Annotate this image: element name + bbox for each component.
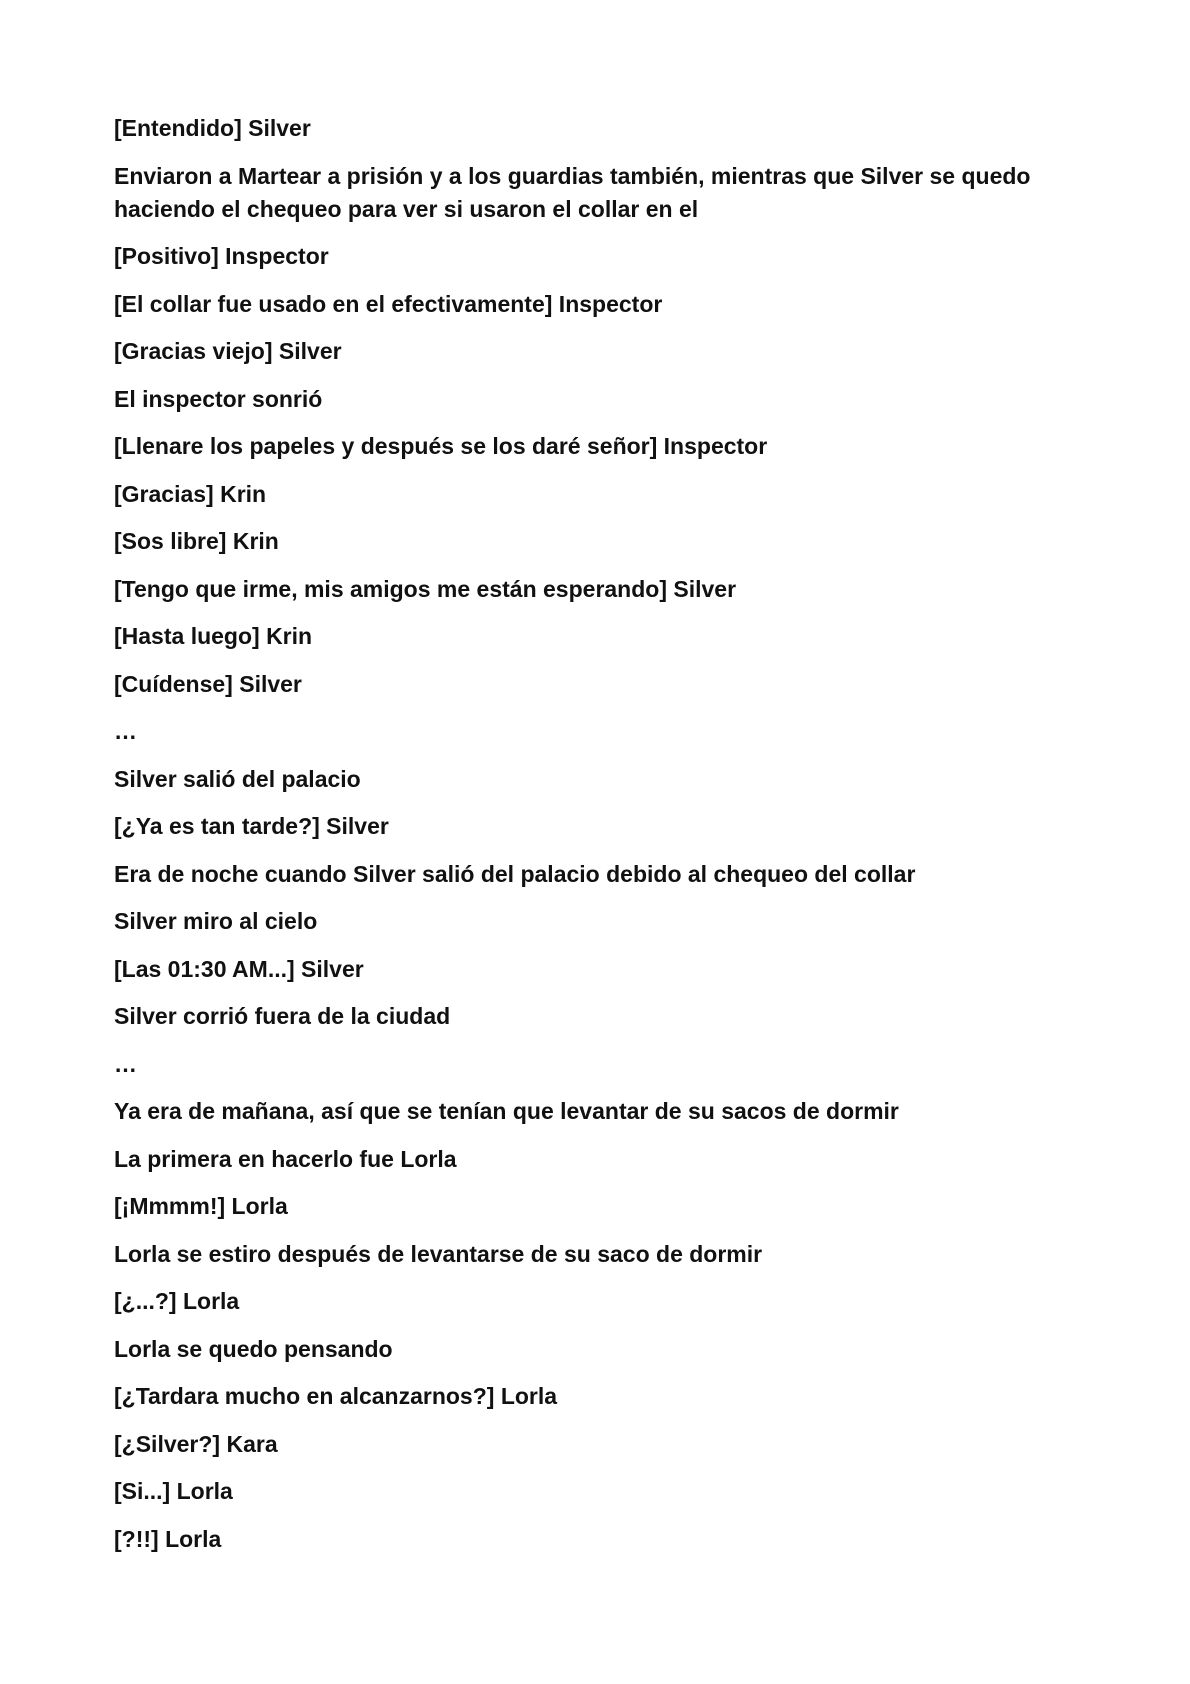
paragraph: [¿Ya es tan tarde?] Silver — [114, 813, 389, 839]
paragraph: Era de noche cuando Silver salió del palacio debido al chequeo del collar — [114, 860, 916, 887]
paragraph: [¿Tardara mucho en alcanzarnos?] Lorla — [114, 1383, 558, 1409]
paragraph: La primera en hacerlo fue Lorla — [114, 1145, 457, 1172]
paragraph: [¿...?] Lorla — [114, 1288, 240, 1314]
paragraph: Silver miro al cielo — [114, 908, 318, 934]
paragraph: Enviaron a Martear a prisión y a los guardias también, mientras que Silver se quedo haciendo el chequeo para ver si usaron el collar en el — [114, 162, 1031, 222]
document-body — [114, 112, 1074, 1570]
paragraph: [Sos libre] Krin — [114, 528, 279, 554]
paragraph: Lorla se estiro después de levantarse de su saco de dormir — [114, 1240, 763, 1267]
paragraph: [Cuídense] Silver — [114, 670, 302, 697]
paragraph: Lorla se quedo pensando — [114, 1335, 393, 1362]
paragraph: [Entendido] Silver — [114, 115, 311, 141]
paragraph: [Gracias viejo] Silver — [114, 338, 342, 364]
paragraph: [Hasta luego] Krin — [114, 623, 313, 649]
paragraph: [Gracias] Krin — [114, 480, 267, 507]
scene-break: … — [114, 718, 137, 744]
paragraph: Silver salió del palacio — [114, 765, 361, 792]
scene-break: … — [114, 1050, 137, 1077]
paragraph: [Las 01:30 AM...] Silver — [114, 955, 364, 982]
paragraph: Ya era de mañana, así que se tenían que levantar de su sacos de dormir — [114, 1098, 899, 1124]
paragraph: [¿Silver?] Kara — [114, 1430, 278, 1457]
paragraph: [?!!] Lorla — [114, 1525, 222, 1552]
paragraph: [¡Mmmm!] Lorla — [114, 1193, 288, 1219]
paragraph: [Positivo] Inspector — [114, 243, 329, 269]
paragraph: [Tengo que irme, mis amigos me están esperando] Silver — [114, 575, 737, 602]
paragraph: [Si...] Lorla — [114, 1478, 233, 1504]
paragraph: [El collar fue usado en el efectivamente] Inspector — [114, 290, 663, 317]
paragraph: [Llenare los papeles y después se los daré señor] Inspector — [114, 433, 768, 459]
paragraph: Silver corrió fuera de la ciudad — [114, 1003, 451, 1029]
paragraph: El inspector sonrió — [114, 385, 323, 412]
